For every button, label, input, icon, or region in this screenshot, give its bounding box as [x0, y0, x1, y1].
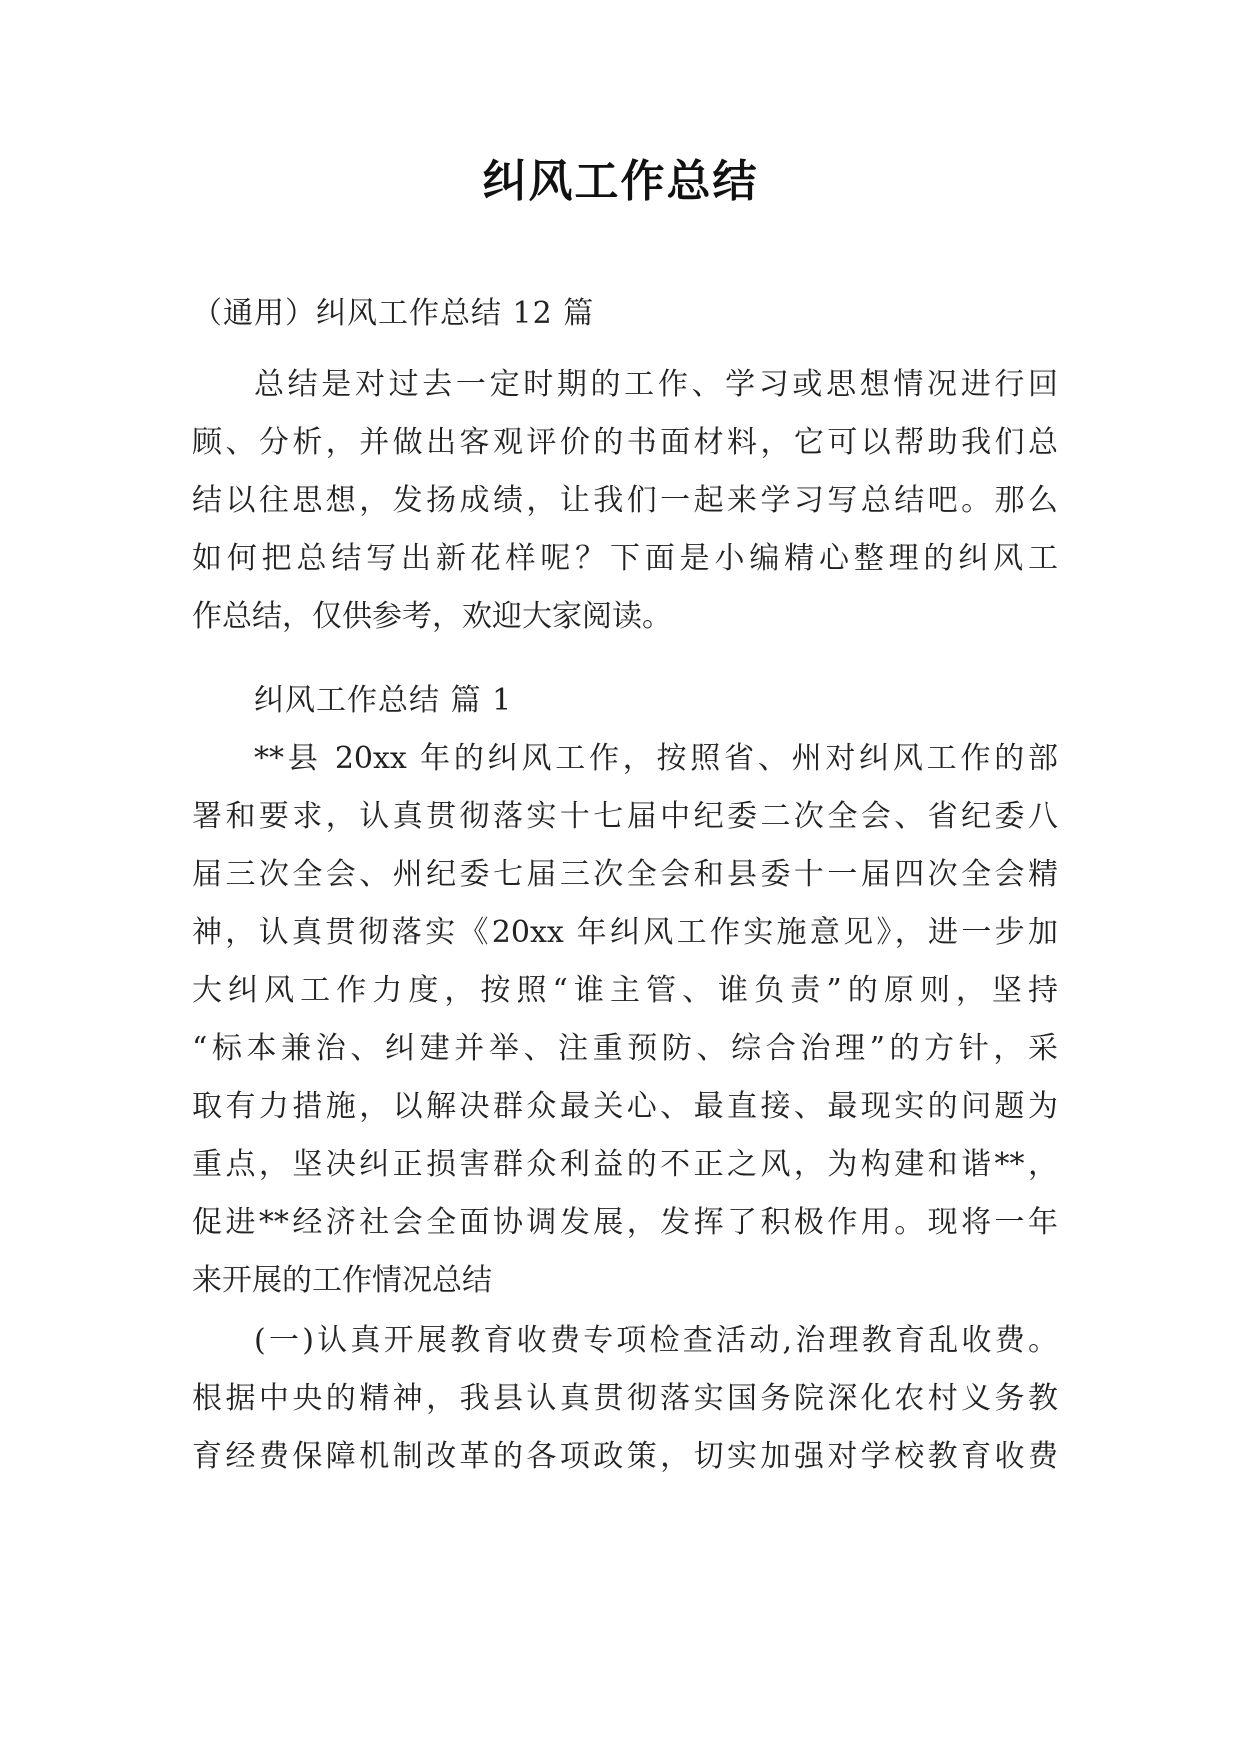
- intro-line: 总结是对过去一定时期的工作、学习或思想情况进行回: [254, 367, 1058, 402]
- intro-line: 作总结，仅供参考，欢迎大家阅读。: [192, 599, 672, 634]
- paragraph-line: 届三次全会、州纪委七届三次全会和县委十一届四次全会精: [192, 857, 1058, 892]
- intro-line: 顾、分析，并做出客观评价的书面材料，它可以帮助我们总: [192, 425, 1058, 460]
- paragraph-line: 大纠风工作力度，按照“谁主管、谁负责”的原则，坚持: [192, 973, 1058, 1008]
- document-subtitle: （通用）纠风工作总结 12 篇: [192, 296, 595, 331]
- paragraph-line: 促进**经济社会全面协调发展，发挥了积极作用。现将一年: [192, 1205, 1058, 1240]
- document-title: 纠风工作总结: [482, 156, 759, 207]
- paragraph-line: 来开展的工作情况总结: [192, 1263, 492, 1298]
- section-heading: 纠风工作总结 篇 1: [254, 683, 513, 718]
- paragraph-line: 重点，坚决纠正损害群众利益的不正之风，为构建和谐**，: [192, 1147, 1058, 1182]
- paragraph-line: “标本兼治、纠建并举、注重预防、综合治理”的方针，采: [192, 1031, 1058, 1066]
- intro-line: 结以往思想，发扬成绩，让我们一起来学习写总结吧。那么: [192, 483, 1058, 518]
- intro-paragraph: [192, 356, 1058, 646]
- paragraph-2: [192, 1312, 1058, 1486]
- paragraph-line: 根据中央的精神，我县认真贯彻落实国务院深化农村义务教: [192, 1381, 1058, 1416]
- paragraph-line: 取有力措施，以解决群众最关心、最直接、最现实的问题为: [192, 1089, 1058, 1124]
- intro-line: 如何把总结写出新花样呢？下面是小编精心整理的纠风工: [192, 541, 1058, 576]
- paragraph-line: 育经费保障机制改革的各项政策，切实加强对学校教育收费: [192, 1439, 1058, 1474]
- section-heading-block: [192, 672, 1058, 730]
- paragraph-line: (一)认真开展教育收费专项检查活动,治理教育乱收费。: [254, 1323, 1058, 1358]
- paragraph-line: **县 20xx 年的纠风工作，按照省、州对纠风工作的部: [254, 741, 1058, 776]
- paragraph-line: 署和要求，认真贯彻落实十七届中纪委二次全会、省纪委八: [192, 799, 1058, 834]
- paragraph-1: [192, 730, 1058, 1310]
- paragraph-line: 神，认真贯彻落实《20xx 年纠风工作实施意见》，进一步加: [192, 915, 1058, 950]
